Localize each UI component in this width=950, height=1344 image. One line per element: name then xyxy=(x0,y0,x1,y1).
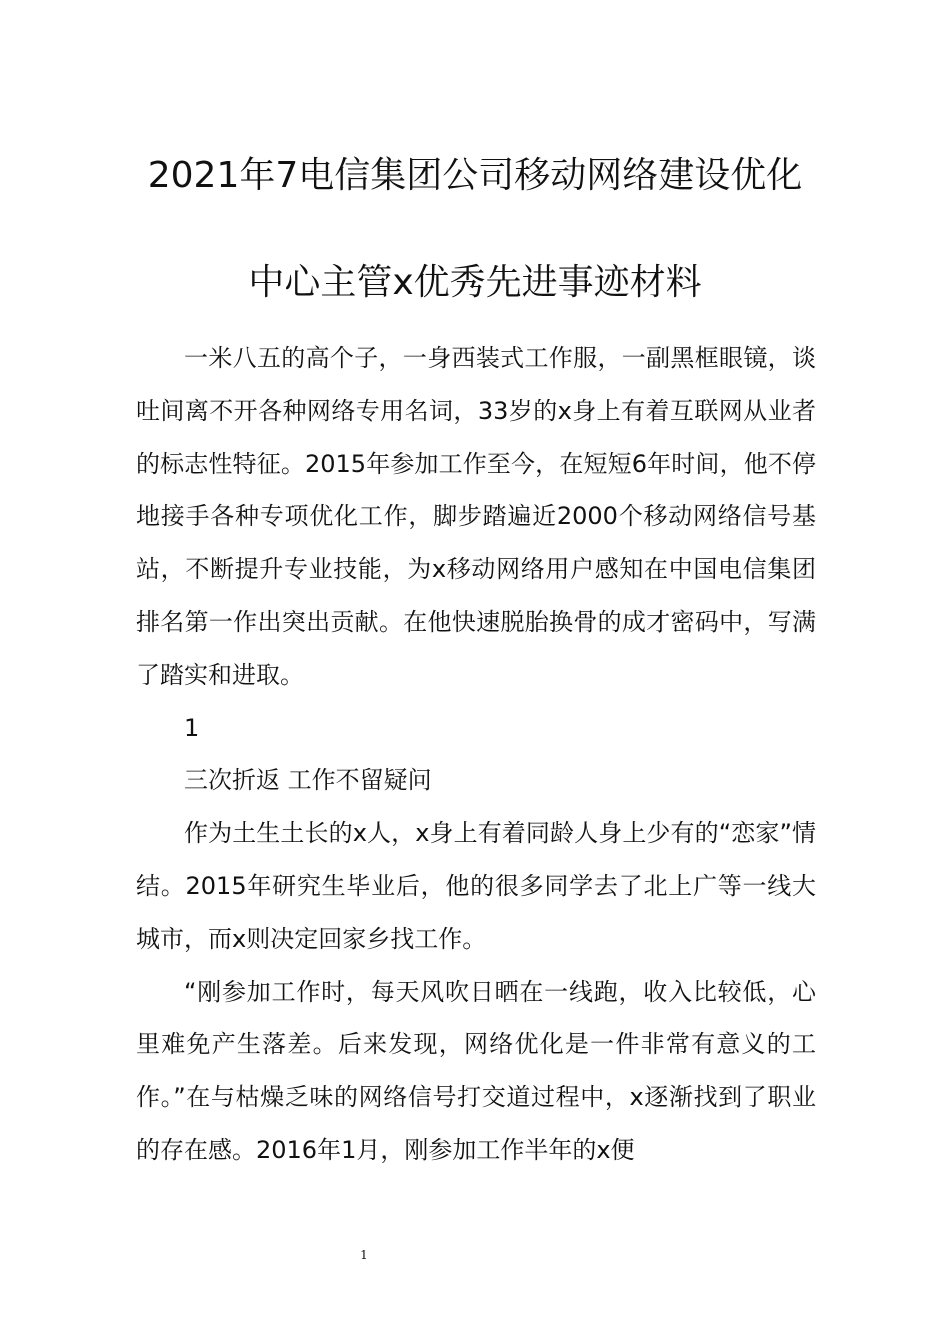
document-title-line-1: 2021年7电信集团公司移动网络建设优化 xyxy=(147,155,803,196)
paragraph-hometown: 作为土生土长的x人，x身上有着同龄人身上少有的“恋家”情结。2015年研究生毕业后，他的很多同学去了北上广等一线大城市，而x则决定回家乡找工作。 xyxy=(136,819,816,953)
section-number: 1 xyxy=(184,713,200,742)
document-body xyxy=(136,332,816,1177)
section-heading: 三次折返 工作不留疑问 xyxy=(184,766,432,795)
document-title-line-2: 中心主管x优秀先进事迹材料 xyxy=(248,262,702,303)
page-number: 1 xyxy=(360,1248,368,1262)
paragraph-quote: “刚参加工作时，每天风吹日晒在一线跑，收入比较低，心里难免产生落差。后来发现，网络优化是一件非常有意义的工作。”在与枯燥乏味的网络信号打交道过程中，x逐渐找到了职业的存在感。2016年1月，刚参加工作半年的x便 xyxy=(136,977,816,1164)
paragraph-intro: 一米八五的高个子，一身西装式工作服，一副黑框眼镜，谈吐间离不开各种网络专用名词，33岁的x身上有着互联网从业者的标志性特征。2015年参加工作至今，在短短6年时间，他不停地接手各种专项优化工作，脚步踏遍近2000个移动网络信号基站，不断提升专业技能，为x移动网络用户感知在中国电信集团排名第一作出突出贡献。在他快速脱胎换骨的成才密码中，写满了踏实和进取。 xyxy=(136,344,816,689)
